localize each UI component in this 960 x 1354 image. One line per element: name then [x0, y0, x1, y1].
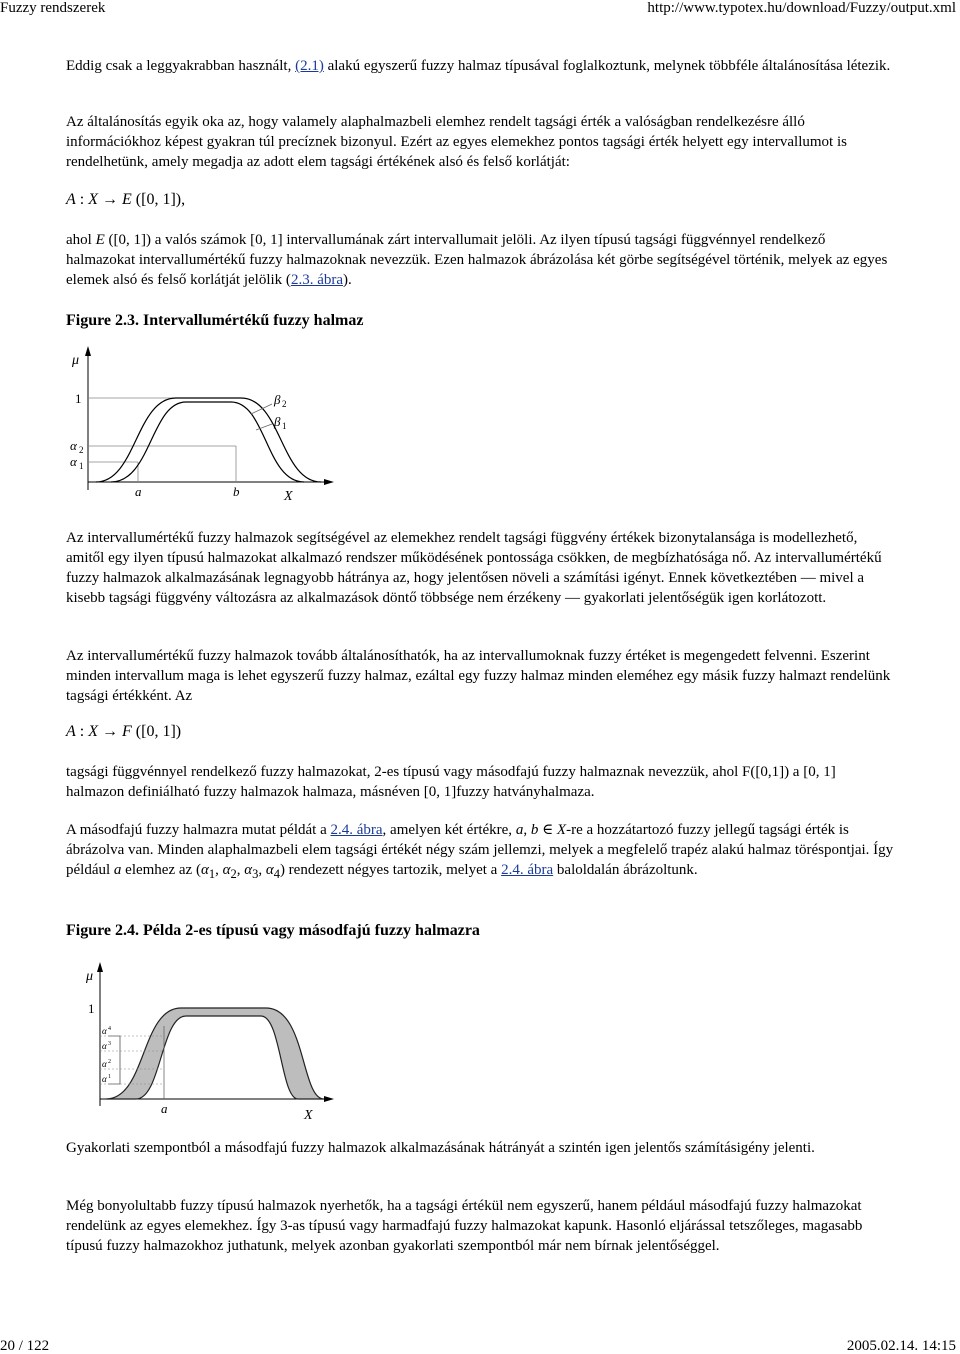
beta2-pointer	[251, 404, 272, 414]
para1-text-a: Eddig csak a leggyakrabban használt,	[66, 58, 296, 74]
mu-label-2: μ	[86, 969, 94, 984]
para1-text-b: alakú egyszerű fuzzy halmaz típusával foglalkoztunk, melynek többféle általánosítása létezik.	[323, 58, 891, 74]
para7-text-e: -re a hozzátartozó fuzzy jellegű tagsági érték is ábrázolva van. Minden alaphalmazbeli elem tagsági értékét négy szám jellemzi, melyek a megfelelő trapéz alakú halmaz töréspontjai. Így például	[66, 822, 894, 878]
beta1-label: β	[274, 414, 281, 429]
para3-E: E	[95, 232, 105, 248]
a-axis-label: a	[135, 484, 142, 499]
formula1-A: A	[66, 191, 76, 208]
formula2-F: F	[122, 723, 132, 740]
one-label-2: 1	[88, 1001, 95, 1016]
alpha2-superscript: 2	[108, 1059, 111, 1065]
alpha2-subscript: 2	[79, 445, 84, 455]
b-axis-label: b	[233, 484, 240, 499]
para7-var-b: b	[530, 822, 539, 838]
formula-interval-membership	[66, 190, 185, 210]
para3-text-b: ([0, 1]) a valós számok [0, 1] intervallumának zárt intervallumait jelöli. Az ilyen típusú tagsági függvénnyel rendelkező halmazokat intervallumértékű fuzzy halmazoknak nevezzük. Ezen halmazok ábrázolása két görbe segítségével történik, melyek az egyes elemek alsó és felső korlátját jelölik (	[66, 232, 888, 288]
page-number: 20 / 122	[0, 1338, 50, 1354]
figure-2-3-diagram	[66, 342, 336, 502]
x-axis-arrow-2	[324, 1096, 334, 1102]
para7-sub-1: 1	[208, 867, 216, 881]
para7-var-X: X	[556, 822, 567, 838]
para7-alpha-3: α	[244, 862, 253, 878]
para7-text-c: ,	[523, 822, 531, 838]
alpha3-label: α	[102, 1041, 107, 1051]
para7-alpha-4: α	[265, 862, 274, 878]
a-axis-label-2: a	[161, 1101, 168, 1116]
alpha1-subscript: 1	[79, 461, 84, 471]
para7-var-a: a	[515, 822, 524, 838]
membership-band	[106, 1008, 324, 1099]
print-timestamp: 2005.02.14. 14:15	[846, 1338, 956, 1354]
x-axis-arrow	[324, 479, 334, 485]
figure-link-2-3[interactable]: 2.3. ábra	[290, 272, 343, 288]
figure-link-2-4-second[interactable]: 2.4. ábra	[501, 862, 554, 878]
formula1-rest: ([0, 1]),	[131, 191, 186, 208]
para7-text-a: A másodfajú fuzzy halmazra mutat példát a	[66, 822, 331, 838]
paragraph-interval-definition	[66, 230, 896, 290]
alpha4-superscript: 4	[108, 1026, 111, 1032]
alpha2-label: α	[70, 438, 77, 453]
para7-text-d: ∈	[538, 822, 557, 838]
beta2-subscript: 2	[282, 399, 287, 409]
para7-var-a2: a	[113, 862, 122, 878]
alpha1-superscript: 1	[108, 1074, 111, 1080]
paragraph-interval-usage: Az intervallumértékű fuzzy halmazok segítségével az elemekhez rendelt tagsági függvény értékek bizonytalansága is modellezhető, amitől egy ilyen típusú halmazokat alkalmazó rendszer működésének pontossága csökken, de megbízhatósága nő. Az intervallumértékű fuzzy halmazok alkalmazásának legnagyobb hátránya az, hogy jelentősen növeli a számítási igényt. Ennek következtében — mivel a kisebb tagsági függvény változásra az alkalmazások döntő többsége nem érzékeny — gyakorlati jelentőségük igen korlátozott.	[66, 530, 882, 606]
alpha4-label: α	[102, 1026, 107, 1036]
paragraph-type2-example: A másodfajú fuzzy halmazra mutat példát a 2.4. ábra, amelyen két értékre, a, b ∈ X-re a hozzátartozó fuzzy jellegű tagsági érték is ábrázolva van. Minden alaphalmazbeli elem tagsági értékét négy szám jellemzi, melyek a megfelelő trapéz alakú halmaz töréspontjai. Így például a elemhez az ($\alpha_1$, $\alpha_2$, $\alpha_3$, $\alpha_4$) rendezett négyes tartozik, melyet a 2.4. ábra baloldalán ábrázoltunk.	[66, 822, 894, 881]
figure-2-4-diagram	[66, 956, 336, 1121]
figure-2-4-title: Figure 2.4. Példa 2-es típusú vagy másodfajú fuzzy halmazra	[66, 922, 480, 939]
alpha3-superscript: 3	[108, 1041, 111, 1047]
header-title: Fuzzy rendszerek	[0, 0, 106, 16]
formula1-X: X	[88, 191, 99, 208]
paragraph-generalization: Az általánosítás egyik oka az, hogy valamely alaphalmazbeli elemhez rendelt tagsági érték a valóságban rendelkezésre álló információkhoz képest gyakran túl precíznek bizonyul. Ezért az egyes elemekhez pontos tagsági érték helyett egy intervallumot is rendelhetünk, amely megadja az adott elem tagsági értékének alsó és felső korlátját:	[66, 114, 847, 170]
para7-alpha-1: α	[200, 862, 209, 878]
para7-text-h: baloldalán ábrázoltunk.	[553, 862, 698, 878]
formula-type2-membership	[66, 722, 181, 742]
alpha1-label-2: α	[102, 1074, 107, 1084]
para7-text-f: elemhez az (	[121, 862, 201, 878]
paragraph-type2-definition: tagsági függvénnyel rendelkező fuzzy halmazokat, 2-es típusú vagy másodfajú fuzzy halmaznak nevezzük, ahol F([0,1]) a [0, 1] halmazon definiálható fuzzy halmazok halmaza, másnéven [0, 1]fuzzy hatványhalmaza.	[66, 764, 836, 800]
para7-sub-3: 3	[252, 867, 259, 881]
figure-link-2-4[interactable]: 2.4. ábra	[330, 822, 383, 838]
header-url: http://www.typotex.hu/download/Fuzzy/output.xml	[647, 0, 956, 16]
formula1-arrow: →	[98, 191, 123, 208]
x-axis-label-2: X	[304, 1108, 313, 1121]
one-label: 1	[75, 391, 82, 406]
formula1-E: E	[122, 191, 132, 208]
para3-text-a: ahol	[66, 232, 96, 248]
beta2-label: β	[274, 392, 281, 407]
formula2-rest: ([0, 1])	[131, 723, 182, 740]
para3-text-c: ).	[343, 272, 352, 288]
paragraph-intro	[66, 56, 896, 76]
x-axis-label: X	[284, 489, 293, 502]
formula1-colon: :	[75, 191, 89, 208]
para7-alpha-2: α	[222, 862, 231, 878]
paragraph-type2-drawback: Gyakorlati szempontból a másodfajú fuzzy halmazok alkalmazásának hátrányát a szintén igen jelentős számításigény jelenti.	[66, 1140, 815, 1156]
para7-text-b: , amelyen két értékre,	[382, 822, 516, 838]
y-axis-arrow-2	[97, 962, 103, 972]
para7-sub-2: 2	[230, 867, 237, 881]
beta1-subscript: 1	[282, 421, 287, 431]
paragraph-higher-types: Még bonyolultabb fuzzy típusú halmazok nyerhetők, ha a tagsági értékül nem egyszerű, hanem például másodfajú fuzzy halmazokat rendelünk az egyes elemekhez. Így 3-as típusú vagy harmadfajú fuzzy halmazokat kapunk. Hasonló eljárással tetszőleges, magasabb típusú fuzzy halmazokhoz juthatunk, melyek azonban gyakorlati szempontból már nem bírnak jelentőséggel.	[66, 1198, 863, 1254]
para7-sub-4: 4	[273, 867, 280, 881]
formula2-arrow: →	[98, 723, 123, 740]
alpha2-label-2: α	[102, 1059, 107, 1069]
equation-link-2-1[interactable]: (2.1)	[295, 58, 324, 74]
upper-bound-curve	[96, 398, 321, 482]
formula2-X: X	[88, 723, 99, 740]
formula2-colon: :	[75, 723, 89, 740]
y-axis-arrow	[85, 346, 91, 356]
paragraph-type2-intro: Az intervallumértékű fuzzy halmazok tovább általánosíthatók, ha az intervallumoknak fuzzy értéket is megengedett felvenni. Eszerint minden intervallum maga is lehet egyszerű fuzzy halmaz, ezáltal egy fuzzy halmaz minden eleméhez egy másik fuzzy halmazt rendelünk tagsági értékként. Az	[66, 648, 891, 704]
formula2-A: A	[66, 723, 76, 740]
alpha1-label: α	[70, 454, 77, 469]
para7-text-g: ) rendezett négyes tartozik, melyet a	[279, 862, 502, 878]
mu-label: μ	[72, 353, 80, 368]
figure-2-3-title: Figure 2.3. Intervallumértékű fuzzy halmaz	[66, 312, 364, 329]
